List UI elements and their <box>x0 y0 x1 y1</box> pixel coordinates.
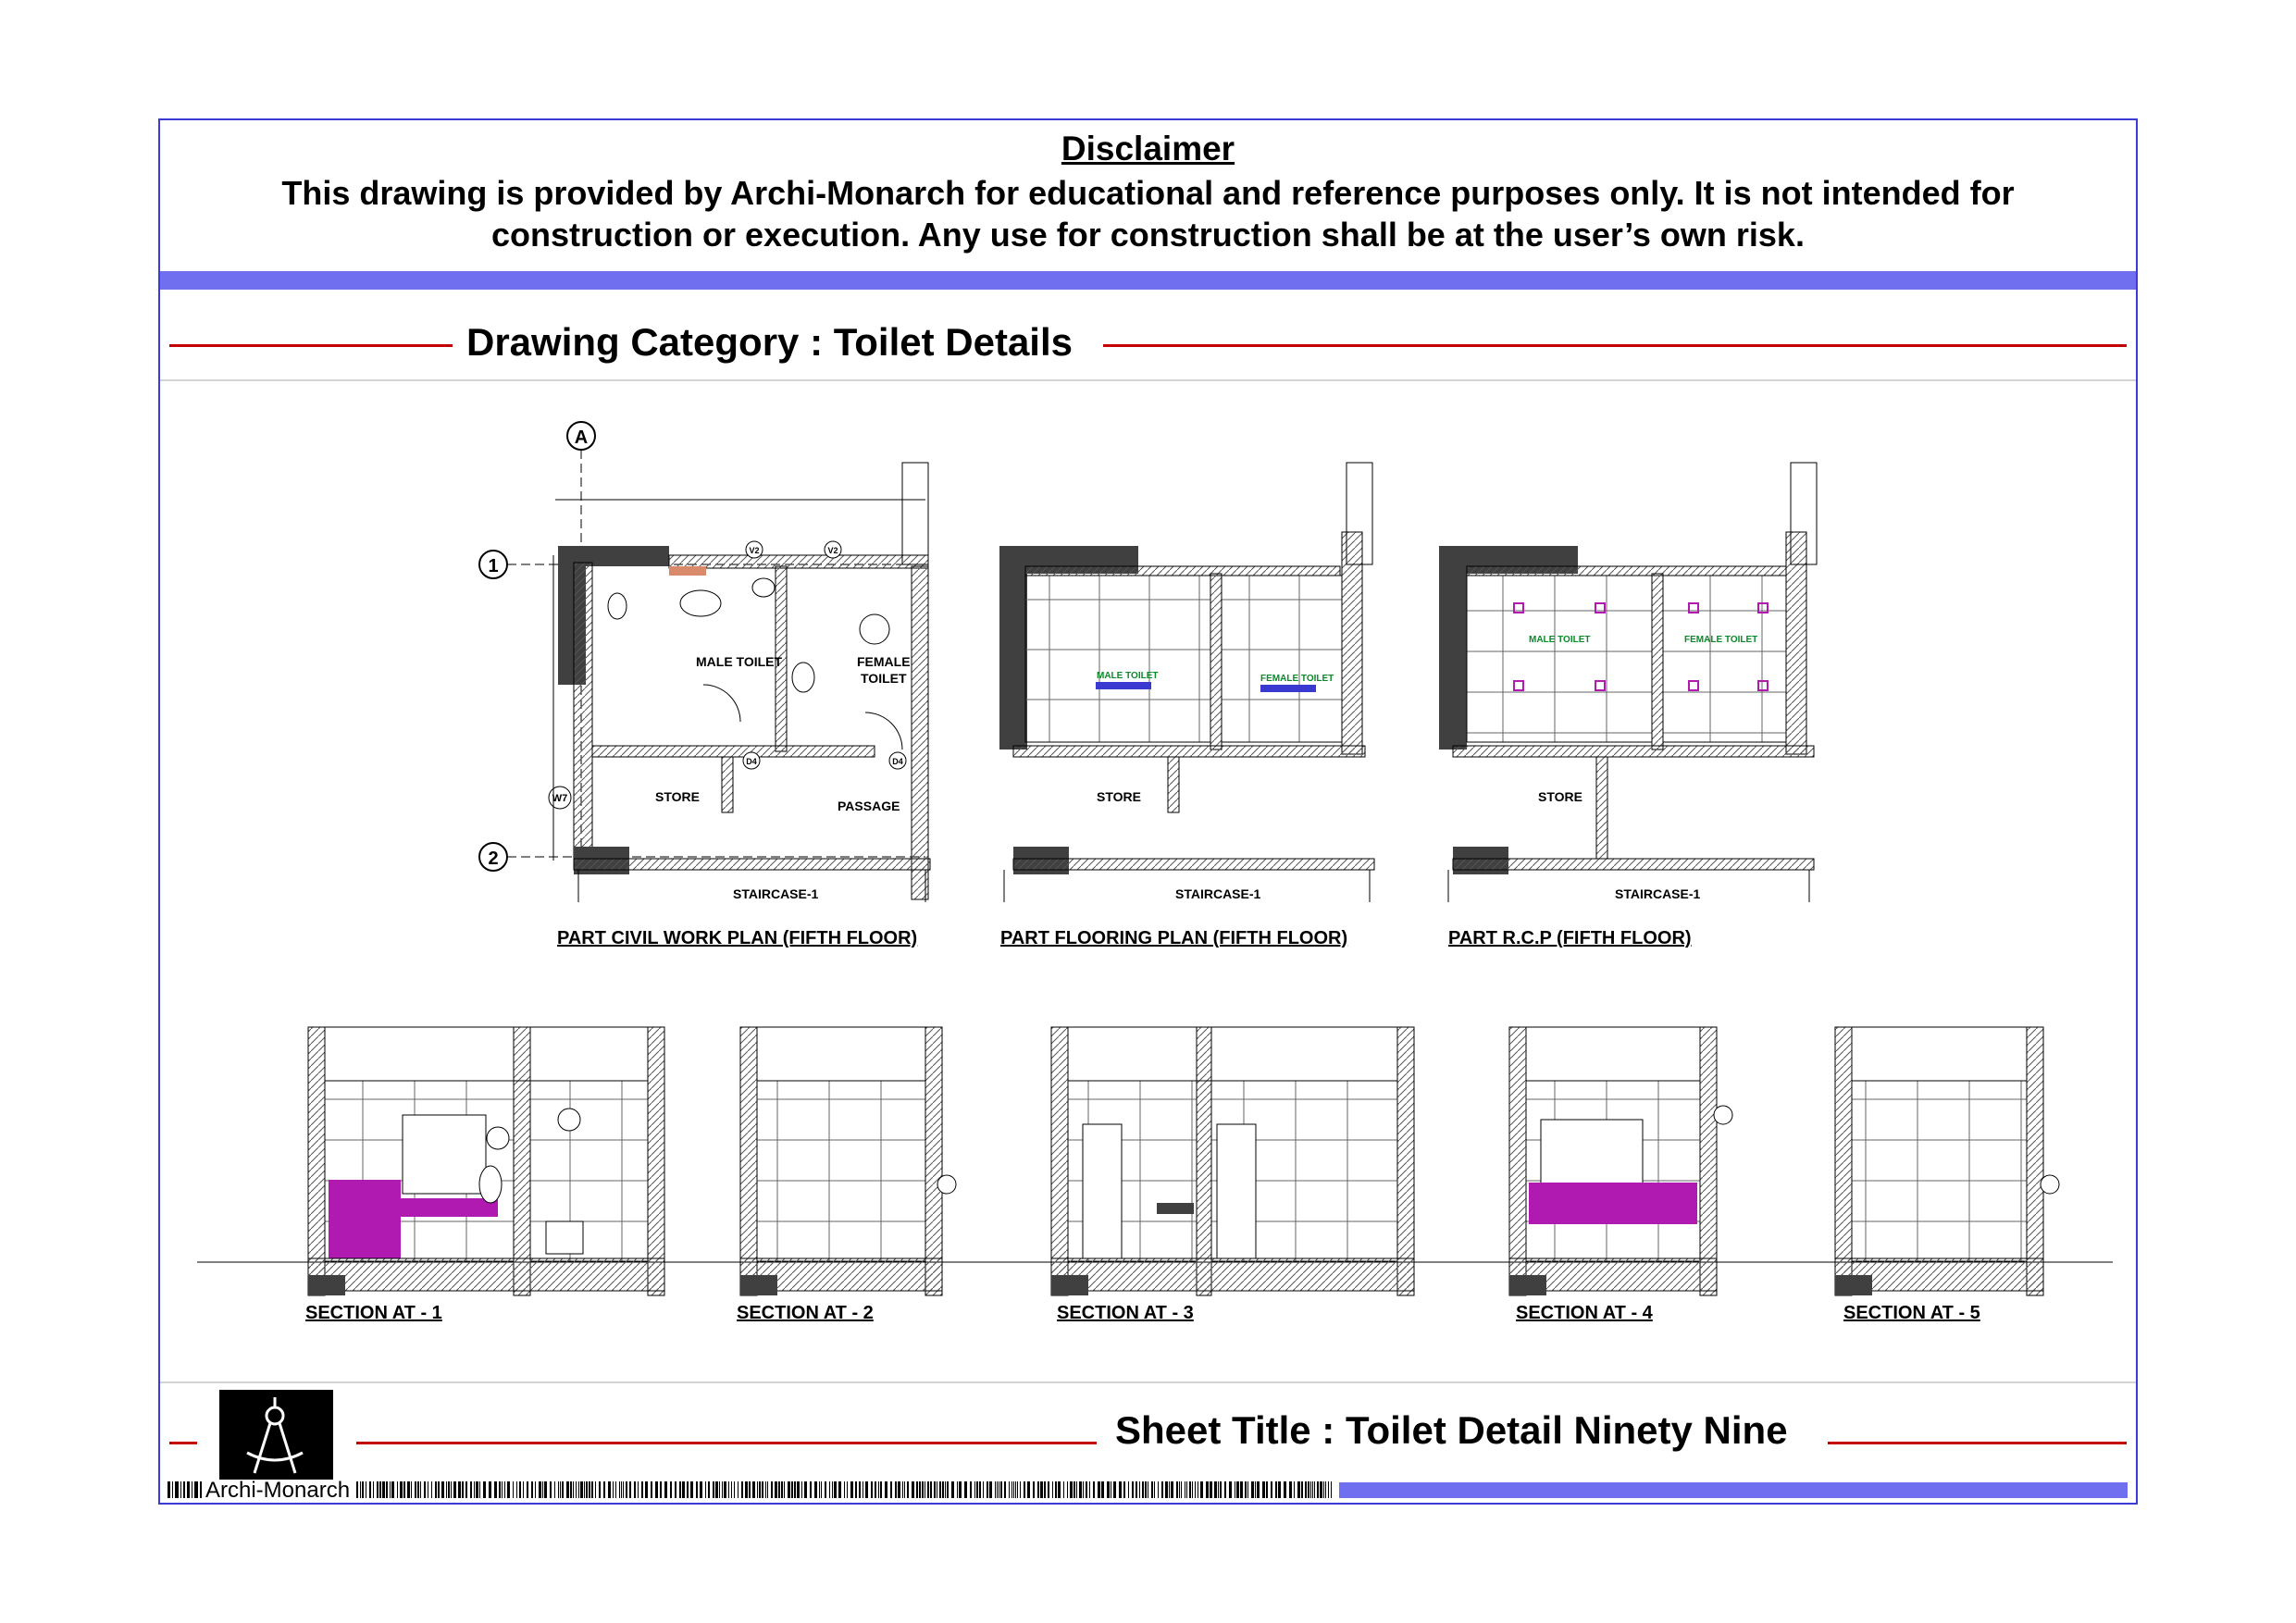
plan-title-civil: PART CIVIL WORK PLAN (FIFTH FLOOR) <box>557 928 918 948</box>
svg-text:STAIRCASE-1: STAIRCASE-1 <box>733 886 819 901</box>
svg-text:MALE TOILET: MALE TOILET <box>1529 635 1591 645</box>
svg-text:MALE TOILET: MALE TOILET <box>696 654 783 669</box>
sheet-rule-left <box>356 1442 1097 1444</box>
svg-text:A: A <box>574 427 589 448</box>
section-title-2: SECTION AT - 2 <box>737 1303 874 1323</box>
svg-text:FEMALE TOILET: FEMALE TOILET <box>1684 635 1758 645</box>
archi-monarch-logo <box>219 1390 333 1480</box>
section-4-drawing <box>1509 1027 1732 1295</box>
svg-text:V2: V2 <box>827 546 838 555</box>
sheet-title: Sheet Title : Toilet Detail Ninety Nine <box>1115 1408 1788 1452</box>
section-5-drawing <box>1835 1027 2059 1295</box>
section-title-5: SECTION AT - 5 <box>1843 1303 1980 1323</box>
section-2-drawing <box>740 1027 956 1295</box>
plan-title-flooring: PART FLOORING PLAN (FIFTH FLOOR) <box>1000 928 1348 948</box>
svg-text:TOILET: TOILET <box>861 671 907 686</box>
barcode-main <box>356 1481 1337 1498</box>
svg-text:1: 1 <box>488 556 499 576</box>
svg-text:PASSAGE: PASSAGE <box>838 799 900 813</box>
sheet-rule-right <box>1828 1442 2127 1444</box>
plan-title-rcp: PART R.C.P (FIFTH FLOOR) <box>1448 928 1692 948</box>
drawing-category: Drawing Category : Toilet Details <box>466 320 1073 364</box>
svg-text:FEMALE TOILET: FEMALE TOILET <box>1260 674 1334 684</box>
svg-text:2: 2 <box>488 849 499 869</box>
footer-blue-strip <box>1339 1482 2128 1498</box>
section-3-drawing <box>1051 1027 1414 1295</box>
svg-text:FEMALE: FEMALE <box>857 654 911 669</box>
plan-rcp <box>1439 463 1817 902</box>
svg-text:V2: V2 <box>749 546 760 555</box>
svg-text:STAIRCASE-1: STAIRCASE-1 <box>1175 886 1261 901</box>
svg-text:D4: D4 <box>746 757 757 766</box>
footer-rule-left <box>169 1442 197 1444</box>
section-title-4: SECTION AT - 4 <box>1516 1303 1653 1323</box>
brand-name: Archi-Monarch <box>205 1478 351 1503</box>
section-title-3: SECTION AT - 3 <box>1057 1303 1194 1323</box>
disclaimer-text: This drawing is provided by Archi-Monarch for educational and reference purposes only. It is not intended for construction or execution. Any use for construction shall be at the user’s own risk. <box>281 174 2015 254</box>
section-1-drawing <box>308 1027 664 1295</box>
section-title-1: SECTION AT - 1 <box>305 1303 442 1323</box>
svg-text:MALE TOILET: MALE TOILET <box>1097 671 1159 681</box>
plan-flooring <box>999 463 1374 902</box>
svg-text:STORE: STORE <box>1097 789 1141 804</box>
svg-text:STORE: STORE <box>655 789 700 804</box>
compass-icon <box>219 1390 333 1480</box>
svg-text:STAIRCASE-1: STAIRCASE-1 <box>1615 886 1701 901</box>
disclaimer-title: Disclaimer <box>1061 130 1235 167</box>
footer-divider <box>160 1381 2136 1383</box>
svg-text:D4: D4 <box>892 757 903 766</box>
svg-text:STORE: STORE <box>1538 789 1582 804</box>
barcode-left <box>168 1481 205 1498</box>
svg-text:W7: W7 <box>552 793 568 804</box>
plan-civil-work <box>479 422 930 902</box>
